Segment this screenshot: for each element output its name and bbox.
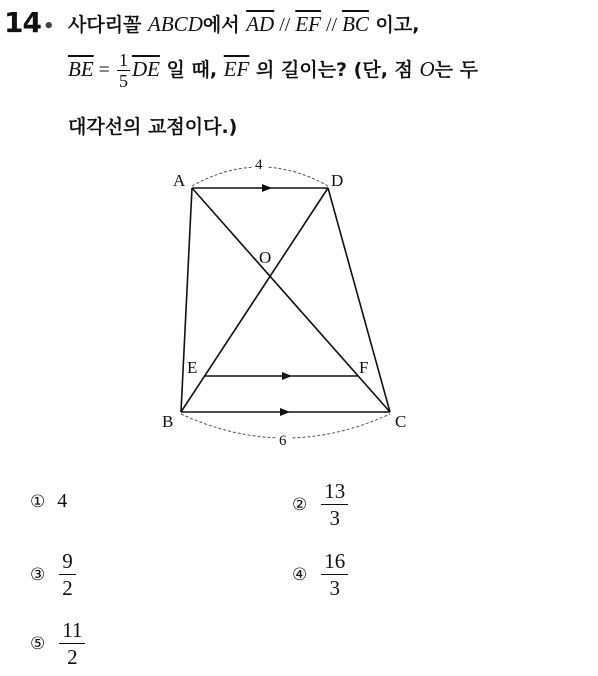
arrow-ad <box>262 184 272 192</box>
question-line-3: 대각선의 교점이다.) <box>68 116 238 138</box>
side-dc <box>328 188 390 412</box>
side-ab <box>181 188 192 412</box>
segment-de: $\overline{DE}$ <box>131 57 160 81</box>
choice-3[interactable] <box>30 548 78 601</box>
label-d: D <box>331 171 344 190</box>
length-bottom: 6 <box>279 433 287 449</box>
choice-5-mark: ⑤ <box>30 633 46 654</box>
question-line-2: $\overline{BE}$ = $\frac{1}{5}$ $\overline{DE}$ 일 때, $\overline{EF}$ 의 길이는? (단, 점 O는 두 <box>68 50 478 91</box>
choice-2[interactable] <box>292 478 350 531</box>
choice-1-value: 4 <box>57 490 68 512</box>
diagonal-ac <box>192 188 390 412</box>
label-a: A <box>173 171 186 190</box>
label-b: B <box>162 412 174 431</box>
arrow-ef <box>282 372 292 380</box>
label-f: F <box>359 358 369 377</box>
label-o: O <box>259 248 272 267</box>
choice-4[interactable] <box>292 548 350 601</box>
label-c: C <box>395 412 407 431</box>
trapezoid-name: ABCD <box>148 12 203 36</box>
length-top: 4 <box>255 157 263 173</box>
ratio-fraction: $\frac{1}{5}$ <box>118 50 128 91</box>
segment-ef-2: $\overline{EF}$ <box>223 57 250 81</box>
choice-1-mark: ① <box>30 491 46 512</box>
choice-2-fraction: $\frac{13}{3}$ <box>321 478 348 531</box>
arrow-bc <box>280 408 290 416</box>
choice-5[interactable] <box>30 617 87 670</box>
label-e: E <box>187 358 198 377</box>
segment-be: $\overline{BE}$ <box>68 57 94 81</box>
segment-bc: $\overline{BC}$ <box>342 12 369 36</box>
choice-3-fraction: $\frac{9}{2}$ <box>59 548 76 601</box>
segment-ef: $\overline{EF}$ <box>295 12 321 36</box>
choice-1[interactable] <box>30 490 67 513</box>
choice-5-fraction: $\frac{11}{2}$ <box>59 617 85 670</box>
choice-4-mark: ④ <box>292 564 308 585</box>
choice-2-mark: ② <box>292 494 308 515</box>
choice-3-mark: ③ <box>30 564 46 585</box>
question-number: 14 • <box>4 6 54 39</box>
question-line-1: 사다리꼴 ABCD에서 $\overline{AD} // \overline{EF} // \overline{BC}$ 이고, <box>68 12 420 36</box>
choice-4-fraction: $\frac{16}{3}$ <box>321 548 348 601</box>
segment-ad: $\overline{AD}$ <box>246 12 275 36</box>
diagonal-bd <box>181 188 328 412</box>
point-o: O <box>419 57 435 81</box>
